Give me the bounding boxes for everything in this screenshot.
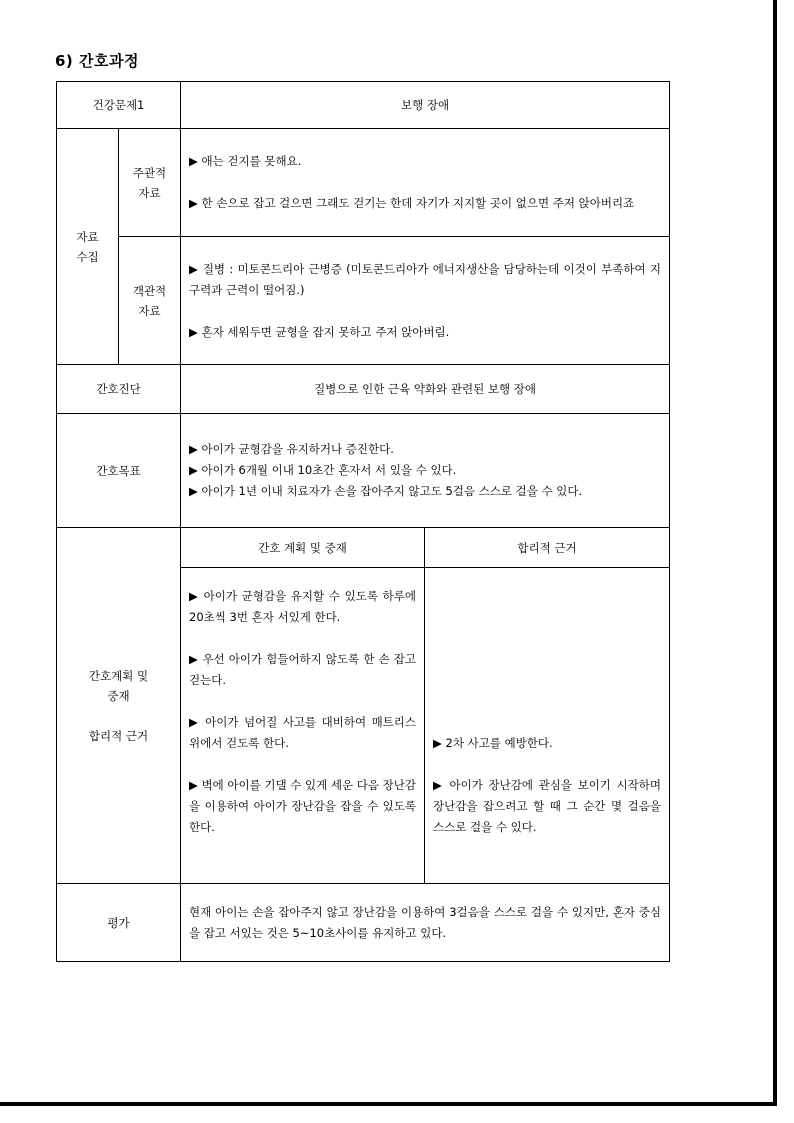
page-border-right	[773, 0, 777, 1106]
data-collection-label: 자료 수집	[57, 129, 119, 365]
subjective-data-row	[57, 129, 670, 237]
objective-data-label: 객관적 자료	[119, 237, 181, 365]
subjective-item: ▶ 한 손으로 잡고 걸으면 그래도 걷기는 한데 자기가 지지할 곳이 없으면 주저 앉아버리죠	[189, 196, 635, 210]
intervention-item: ▶ 우선 아이가 힘들어하지 않도록 한 손 잡고 걷는다.	[189, 652, 417, 687]
plan-column-header: 간호 계획 및 중재	[181, 528, 425, 568]
plan-header-row	[57, 528, 670, 568]
health-problem-value: 보행 장애	[181, 82, 670, 129]
rationale-item: ▶ 아이가 장난감에 관심을 보이기 시작하며 장난감을 잡으려고 할 때 그 순간 몇 걸음을 스스로 걸을 수 있다.	[433, 778, 662, 834]
evaluation-value: 현재 아이는 손을 잡아주지 않고 장난감을 이용하여 3걸음을 스스로 걸을 수 있지만, 혼자 중심을 잡고 서있는 것은 5~10초사이를 유지하고 있다.	[181, 884, 670, 962]
evaluation-row	[57, 884, 670, 962]
plan-label: 간호계획 및 중재 합리적 근거	[57, 528, 181, 884]
goal-item: ▶ 아이가 균형감을 유지하거나 증진한다.	[189, 442, 394, 456]
rationale-column-header: 합리적 근거	[425, 528, 670, 568]
page-border-bottom	[0, 1102, 777, 1106]
rationales-cell	[425, 568, 670, 884]
diagnosis-value: 질병으로 인한 근육 약화와 관련된 보행 장애	[181, 365, 670, 414]
subjective-data-label: 주관적 자료	[119, 129, 181, 237]
health-problem-row	[57, 82, 670, 129]
subjective-item: ▶ 애는 걷지를 못해요.	[189, 154, 302, 168]
nursing-process-table	[56, 81, 670, 962]
goal-row	[57, 414, 670, 528]
intervention-item: ▶ 벽에 아이를 기댈 수 있게 세운 다음 장난감을 이용하여 아이가 장난감을 잡을 수 있도록 한다.	[189, 778, 417, 834]
health-problem-label: 건강문제1	[57, 82, 181, 129]
subjective-data-content	[181, 129, 670, 237]
goal-item: ▶ 아이가 1년 이내 치료자가 손을 잡아주지 않고도 5걸음 스스로 걸을 수 있다.	[189, 484, 583, 498]
goal-item: ▶ 아이가 6개월 이내 10초간 혼자서 서 있을 수 있다.	[189, 463, 457, 477]
objective-data-content	[181, 237, 670, 365]
intervention-item: ▶ 아이가 균형감을 유지할 수 있도록 하루에 20초씩 3번 혼자 서있게 한다.	[189, 589, 417, 624]
goal-content	[181, 414, 670, 528]
diagnosis-label: 간호진단	[57, 365, 181, 414]
rationale-item: ▶ 2차 사고를 예방한다.	[433, 736, 553, 750]
interventions-cell	[181, 568, 425, 884]
objective-item: ▶ 질병 : 미토콘드리아 근병증 (미토콘드리아가 에너지생산을 담당하는데 이것이 부족하여 지구력과 근력이 떨어짐.)	[189, 261, 662, 297]
diagnosis-row	[57, 365, 670, 414]
intervention-item: ▶ 아이가 넘어질 사고를 대비하여 매트리스 위에서 걷도록 한다.	[189, 715, 417, 750]
objective-data-row	[57, 237, 670, 365]
evaluation-label: 평가	[57, 884, 181, 962]
objective-item: ▶ 혼자 세워두면 균형을 잡지 못하고 주저 앉아버림.	[189, 324, 450, 339]
section-heading: 6) 간호과정	[55, 52, 139, 70]
goal-label: 간호목표	[57, 414, 181, 528]
